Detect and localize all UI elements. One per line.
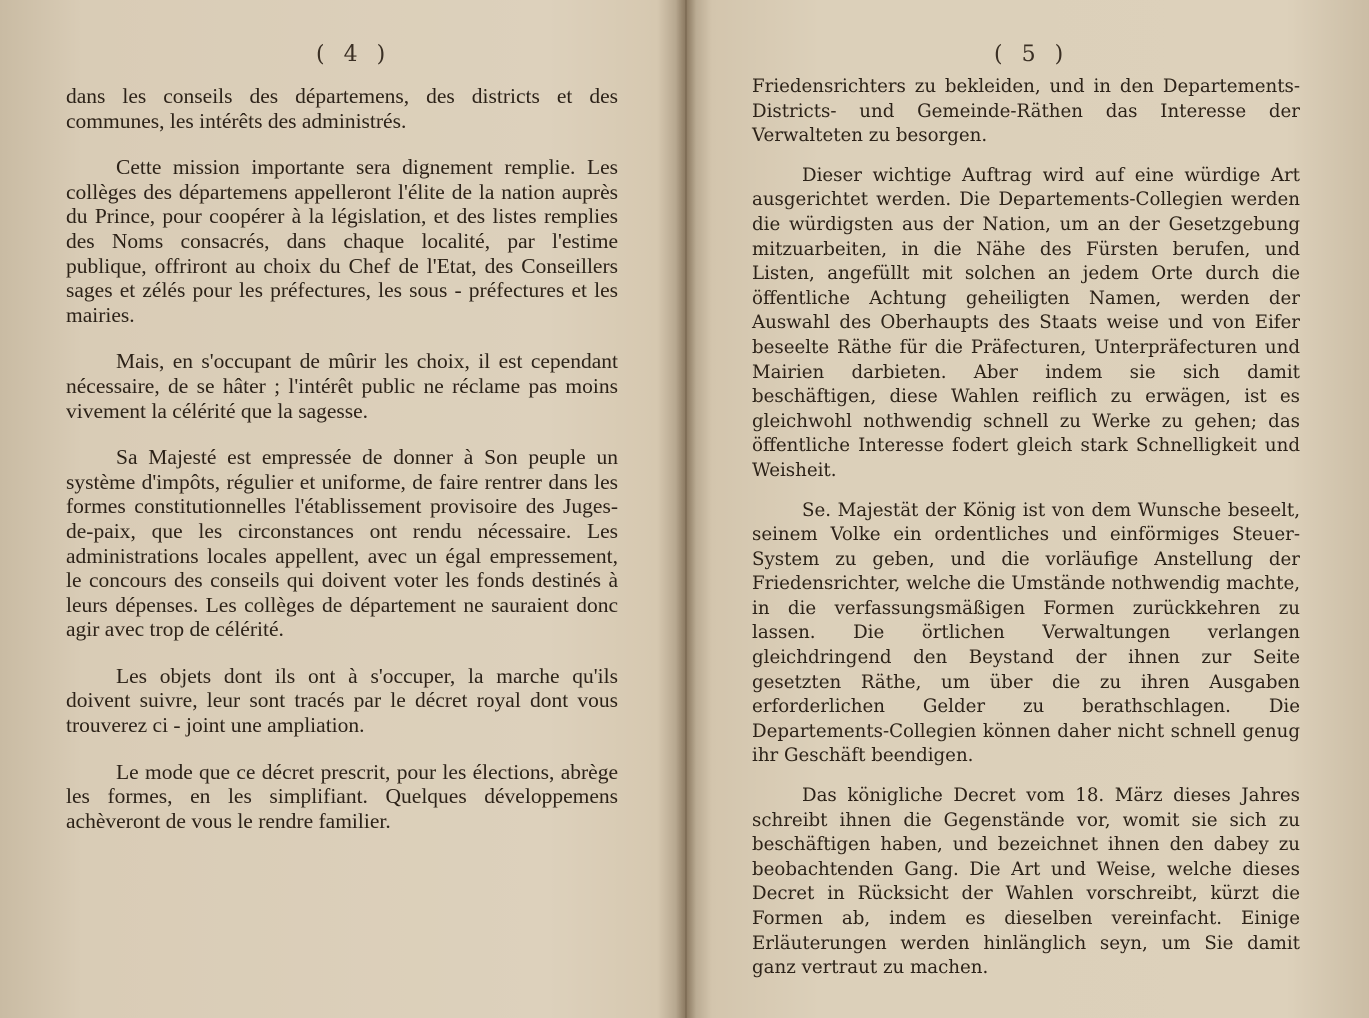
paragraph: Le mode que ce décret prescrit, pour les élections, abrège les formes, en les simplifiant. Quelques développemens achèveront de vous le rendre familier.	[66, 759, 618, 833]
paragraph: Mais, en s'occupant de mûrir les choix, il est cependant nécessaire, de se hâter ; l'intérêt public ne réclame pas moins vivement la célérité que la sagesse.	[66, 349, 618, 423]
paragraph: Sa Majesté est empressée de donner à Son peuple un système d'impôts, régulier et uniforme, de faire rentrer dans les formes constitutionnelles l'établissement provisoire des Juges-de-paix, que les circonstances ont rendu nécessaire. Les administrations locales appellent, avec un égal empressement, le concours des conseils qui doivent voter les fonds destinés à leurs dépenses. Les collèges de département ne sauraient donc agir avec trop de célérité.	[66, 445, 618, 642]
right-page-text	[752, 75, 1300, 996]
paragraph: Friedensrichters zu bekleiden, und in den Departements-Districts- und Gemeinde-Räthen das Interesse der Verwalteten zu besorgen.	[752, 76, 1300, 147]
paragraph: dans les conseils des départemens, des districts et des communes, les intérêts des administrés.	[66, 84, 618, 133]
paragraph: Cette mission importante sera dignement remplie. Les collèges des départemens appelleront l'élite de la nation auprès du Prince, pour coopérer à la législation, et des listes remplies des Noms consacrés, dans chaque localité, par l'estime publique, offriront au choix du Chef de l'Etat, des Conseillers sages et zélés pour les préfectures, les sous - préfectures et les mairies.	[66, 155, 618, 327]
right-page	[686, 0, 1369, 1018]
paragraph: Les objets dont ils ont à s'occuper, la marche qu'ils doivent suivre, leur sont tracés par le décret royal dont vous trouverez ci - joint une ampliation.	[66, 663, 618, 738]
page-number-left: ( 4 )	[316, 42, 392, 67]
paragraph: Dieser wichtige Auftrag wird auf eine würdige Art ausgerichtet werden. Die Departements-Collegien werden die würdigsten aus der Nation, um an der Gesetzgebung mitzuarbeiten, in die Nähe des Fürsten berufen, und Listen, angefüllt mit solchen an jedem Orte durch die öffentliche Achtung geheiligten Namen, werden der Auswahl des Oberhaupts des Staats weise und von Eifer beseelte Räthe für die Präfecturen, Unterpräfecturen und Mairien darbieten. Aber indem sie sich damit beschäftigen, diese Wahlen reiflich zu erwägen, ist es gleichwohl nothwendig schnell zu Werke zu gehen; das öffentliche Interesse fodert gleich stark Schnelligkeit und Weisheit.	[752, 164, 1300, 481]
left-page-text	[66, 84, 618, 855]
paragraph: Se. Majestät der König ist von dem Wunsche beseelt, seinem Volke ein ordentliches und einförmiges Steuer-System zu geben, und die vorläufige Anstellung der Friedensrichter, welche die Umstände nothwendig machte, in die verfassungsmäßigen Formen zurückkehren zu lassen. Die örtlichen Verwaltungen verlangen gleichdringend den Beystand der ihnen zur Seite gesetzten Räthe, um über die zu ihren Ausgaben erforderlichen Gelder zu berathschlagen. Die Departements-Collegien können daher nicht schnell genug ihr Geschäft beendigen.	[752, 499, 1300, 767]
paragraph: Das königliche Decret vom 18. März dieses Jahres schreibt ihnen die Gegenstände vor, womit sie sich zu beschäftigen haben, und bezeichnet ihnen den dabey zu beobachtenden Gang. Die Art und Weise, welche dieses Decret in Rücksicht der Wahlen vorschreibt, kürzt die Formen ab, indem es dieselben vereinfacht. Einige Erläuterungen werden hinlänglich seyn, um Sie damit ganz vertraut zu machen.	[752, 785, 1300, 979]
page-number-right: ( 5 )	[994, 42, 1070, 67]
left-page	[0, 0, 684, 1018]
